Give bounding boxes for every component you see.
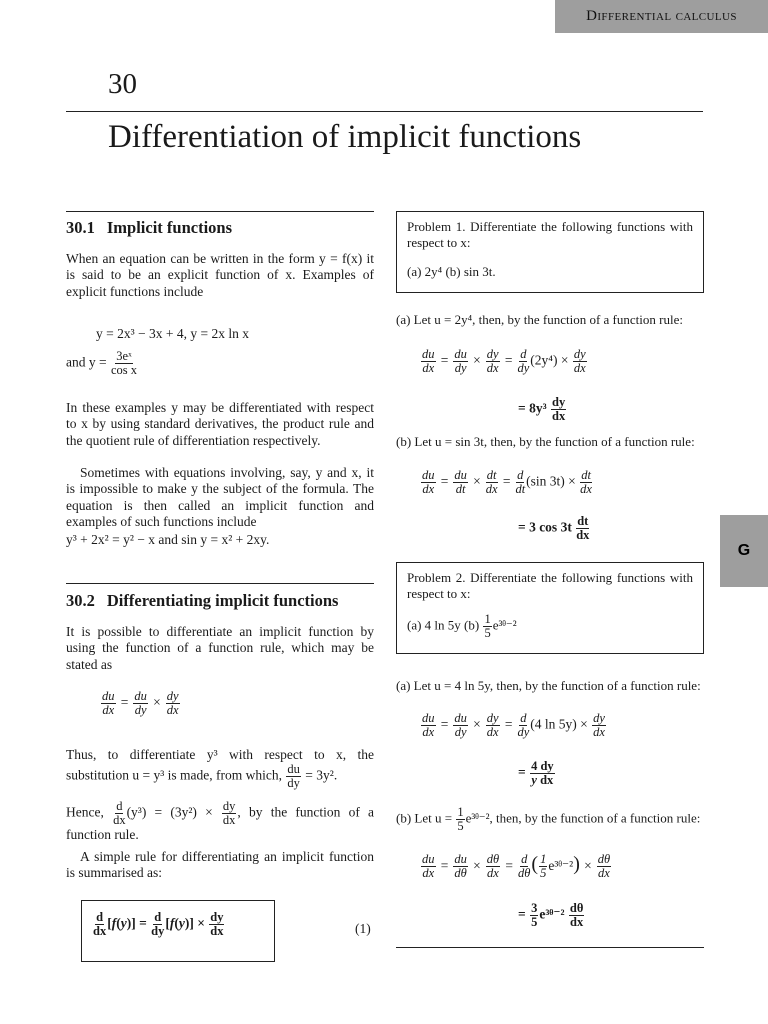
section2-para2-a: Thus, to differentiate y³ with respect to x, the substitution u = y³ is made, from which, bbox=[66, 747, 374, 783]
problem2-b-result-text: = bbox=[518, 906, 526, 922]
chain-rule-equation: $\frac{du}{dx}$ = $\frac{du}{dy}$ × $\frac{dy}{dx}$ bbox=[102, 689, 179, 717]
problem2-b-intro-a: (b) Let u = bbox=[396, 810, 453, 826]
problem2-a-mid: (4 ln 5y) × bbox=[530, 716, 588, 732]
section2-para4: A simple rule for differentiating an implicit function is summarised as: bbox=[66, 849, 374, 881]
problem2-b-intro-b: e³ᶿ⁻², then, by the function of a function rule: bbox=[465, 810, 701, 826]
problem1-b-mid: (sin 3t) × bbox=[526, 473, 576, 489]
section1-eq2-prefix: and y = bbox=[66, 354, 107, 370]
problem1-b-result: = 3 cos 3t $\frac{dt}{dx}$ bbox=[518, 514, 590, 542]
problem1-a-result: = 8y³ $\frac{dy}{dx}$ bbox=[518, 395, 566, 423]
section1-para3: Sometimes with equations involving, say, y and x, it is impossible to make y the subject of the formula. The equation is then called an implicit function and examples of such functions include bbox=[66, 465, 374, 529]
section1-eq2-numerator: 3eˣ bbox=[116, 349, 132, 363]
problem2-a-result-text: = bbox=[518, 764, 526, 780]
section1-number: 30.1 bbox=[66, 218, 95, 237]
problem2-b-intro: (b) Let u = $\frac{1}{5}$ e³ᶿ⁻², then, by the function of a function rule: bbox=[396, 805, 701, 833]
problem1-a-mid: (2y⁴) × bbox=[530, 352, 569, 368]
right-column-bottom-rule bbox=[396, 947, 704, 948]
problem1-title: Problem 1. bbox=[407, 219, 466, 234]
problem1-statement bbox=[397, 212, 703, 258]
section1-para3-equations: y³ + 2x² = y² − x and sin y = x² + 2xy. bbox=[66, 532, 270, 547]
section2-para3: Hence, $\frac{d}{dx}$ (y³) = (3y²) × $\frac{dy}{dx}$ , by the function of a function rule. bbox=[66, 799, 375, 842]
problem1-b-intro: (b) Let u = sin 3t, then, by the function of a function rule: bbox=[396, 434, 695, 449]
section1-para2: In these examples y may be differentiated with respect to x by using standard derivatives, the product rule and the quotient rule of differentiation respectively. bbox=[66, 400, 374, 448]
implicit-rule-equation: $\frac{d}{dx}$ [f(y)] = $\frac{d}{dy}$ [f(y)] × $\frac{dy}{dx}$ bbox=[93, 910, 224, 938]
section-header-tab: Differential calculus bbox=[555, 0, 768, 33]
section1-eq2-fraction bbox=[111, 350, 137, 377]
problem2-a-result: = $\frac{4 dy}{\text{y dx}}$ bbox=[518, 759, 554, 787]
equation-label: (1) bbox=[355, 921, 371, 936]
section2-heading bbox=[66, 591, 338, 611]
problem1-box bbox=[396, 211, 704, 293]
section1-eq1: y = 2x³ − 3x + 4, y = 2x ln x bbox=[96, 326, 250, 341]
section2-para3-c: , by the function of a function rule. bbox=[66, 804, 375, 842]
section2-para2-b: = 3y². bbox=[305, 767, 338, 783]
problem2-title: Problem 2. bbox=[407, 570, 466, 585]
section2-para1: It is possible to differentiate an implicit function by using the function of a function rule, which may be stated as bbox=[66, 624, 374, 672]
chapter-title: Differentiation of implicit functions bbox=[108, 119, 582, 155]
side-index-tab: G bbox=[720, 515, 768, 587]
section1-para1: When an equation can be written in the form y = f(x) it is said to be an explicit function of x. Examples of explicit functions include bbox=[66, 251, 374, 299]
section1-eq2 bbox=[66, 350, 138, 377]
problem2-b-result-exp: e³ᶿ⁻² bbox=[539, 906, 565, 922]
section2-title: Differentiating implicit functions bbox=[106, 591, 339, 610]
section1-heading bbox=[66, 218, 232, 238]
problem1-a-equation: $\frac{du}{dx}$ = $\frac{du}{dy}$ × $\frac{dy}{dx}$ = $\frac{d}{dy}$ (2y⁴) × $\frac{dy}{dx}$ bbox=[422, 347, 586, 375]
problem1-text: Differentiate the following functions with respect to x: bbox=[407, 219, 693, 250]
implicit-rule-box bbox=[81, 900, 275, 962]
section2-number: 30.2 bbox=[66, 591, 95, 610]
problem2-a-intro: (a) Let u = 4 ln 5y, then, by the function of a function rule: bbox=[396, 678, 701, 693]
problem2-text: Differentiate the following functions with respect to x: bbox=[407, 570, 693, 601]
problem2-b-exp: e³ᶿ⁻² bbox=[548, 858, 574, 873]
problem2-parts-a: (a) 4 ln 5y (b) bbox=[407, 617, 480, 633]
section2-para3-a: Hence, bbox=[66, 804, 104, 820]
problem2-b-result: = $\frac{3}{5}$ e³ᶿ⁻² $\frac{d\theta}{dx}$ bbox=[518, 901, 584, 929]
problem2-parts-b: e³ᶿ⁻² bbox=[492, 617, 517, 633]
problem2-parts: (a) 4 ln 5y (b) $\frac{1}{5}$ e³ᶿ⁻² bbox=[407, 612, 517, 640]
problem2-box bbox=[396, 562, 704, 654]
problem1-a-result-text: = 8y³ bbox=[518, 400, 547, 416]
problem2-statement bbox=[397, 563, 703, 609]
problem2-a-equation: $\frac{du}{dx}$ = $\frac{du}{dy}$ × $\frac{dy}{dx}$ = $\frac{d}{dy}$ (4 ln 5y) × $\frac{dy}{dx}$ bbox=[422, 711, 605, 739]
section1-rule bbox=[66, 211, 374, 212]
problem2-b-equation: $\frac{du}{dx}$ = $\frac{du}{d\theta}$ × $\frac{d\theta}{dx}$ = $\frac{d}{d\theta}$ ( $\frac{1}{5}$ e³ᶿ⁻²) × $\frac{d\theta}{dx}$ bbox=[422, 852, 611, 881]
problem1-parts: (a) 2y⁴ (b) sin 3t. bbox=[407, 264, 496, 279]
section1-title: Implicit functions bbox=[106, 218, 233, 237]
chapter-number: 30 bbox=[108, 68, 137, 100]
section2-rule bbox=[66, 583, 374, 584]
problem1-b-result-text: = 3 cos 3t bbox=[518, 519, 572, 535]
section2-para3-b: (y³) = (3y²) × bbox=[126, 804, 213, 820]
problem1-a-intro: (a) Let u = 2y⁴, then, by the function of a function rule: bbox=[396, 312, 683, 327]
section1-eq2-denominator: cos x bbox=[110, 363, 138, 377]
chapter-rule bbox=[66, 111, 703, 112]
problem1-b-equation: $\frac{du}{dx}$ = $\frac{du}{dt}$ × $\frac{dt}{dx}$ = $\frac{d}{dt}$ (sin 3t) × $\frac{dt}{dx}$ bbox=[422, 468, 592, 496]
section2-para2: Thus, to differentiate y³ with respect to x, the substitution u = y³ is made, from which, $\frac{du}{dy}$ = 3y². bbox=[66, 747, 374, 791]
